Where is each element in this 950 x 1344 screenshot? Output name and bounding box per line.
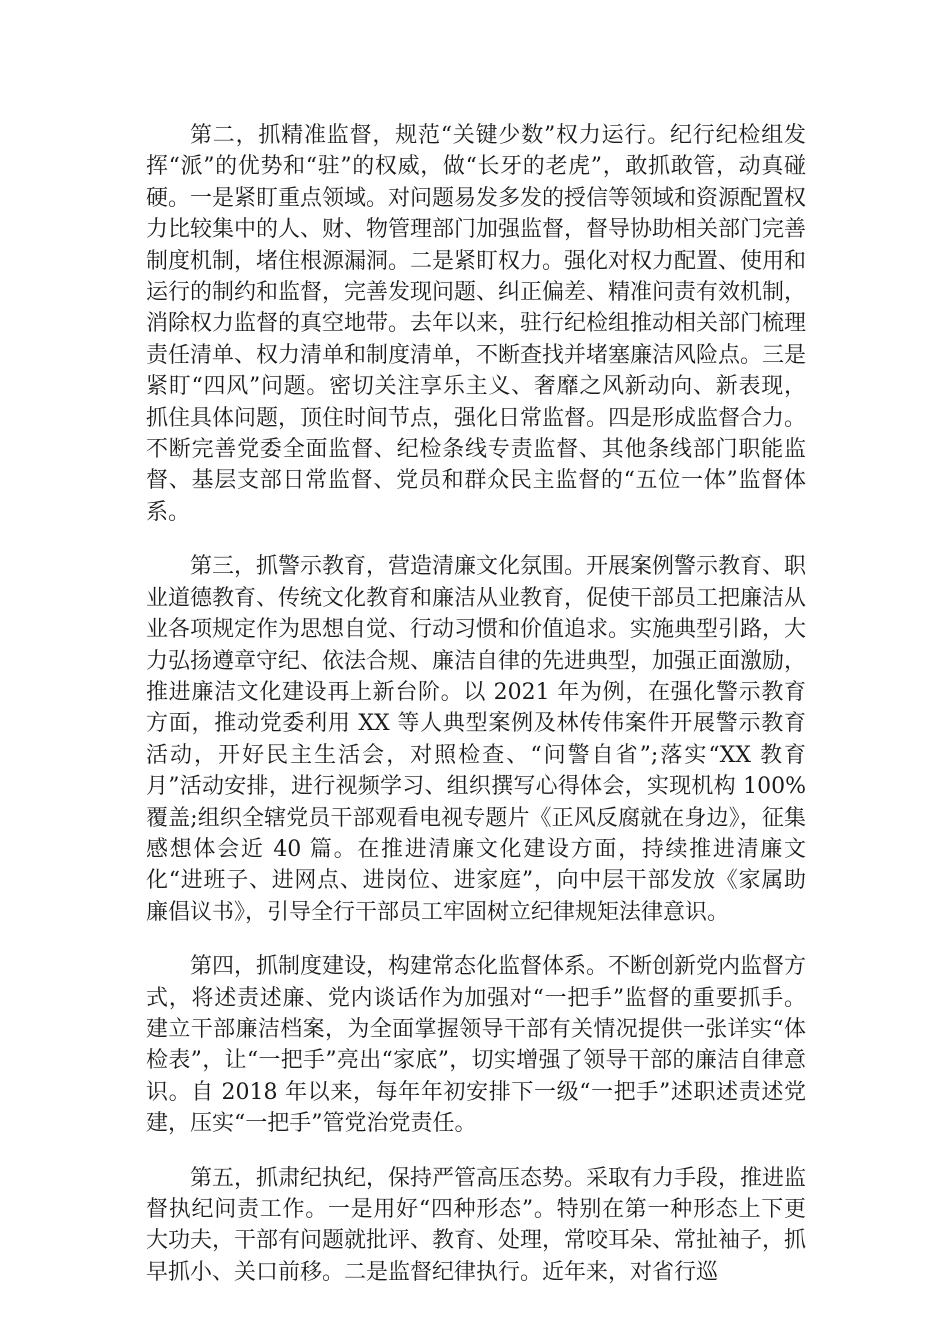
paragraph-system-building: 第四，抓制度建设，构建常态化监督体系。不断创新党内监督方式，将述责述廉、党内谈话作为加强对“一把手”监督的重要抓手。建立干部廉洁档案，为全面掌握领导干部有关情况提供一张详实“体检表”，让“一把手”亮出“家底”，切实增强了领导干部的廉洁自律意识。自 2018 年以来，每年年初安排下一级“一把手”述职述责述党建，压实“一把手”管党治党责任。 — [146, 954, 807, 1137]
paragraph-discipline-enforcement: 第五，抓肃纪执纪，保持严管高压态势。采取有力手段，推进监督执纪问责工作。一是用好“四种形态”。特别在第一种形态上下更大功夫，干部有问题就批评、教育、处理，常咬耳朵、常扯袖子，抓早抓小、关口前移。二是监督纪律执行。近年来，对省行巡 — [146, 1165, 807, 1285]
paragraph-precise-supervision: 第二，抓精准监督，规范“关键少数”权力运行。纪行纪检组发挥“派”的优势和“驻”的权威，做“长牙的老虎”，敢抓敢管，动真碰硬。一是紧盯重点领域。对问题易发多发的授信等领域和资源配置权力比较集中的人、财、物管理部门加强监督，督导协助相关部门完善制度机制，堵住根源漏洞。二是紧盯权力。强化对权力配置、使用和运行的制约和监督，完善发现问题、纠正偏差、精准问责有效机制，消除权力监督的真空地带。去年以来，驻行纪检组推动相关部门梳理责任清单、权力清单和制度清单，不断查找并堵塞廉洁风险点。三是紧盯“四风”问题。密切关注享乐主义、奢靡之风新动向、新表现，抓住具体问题，顶住时间节点，强化日常监督。四是形成监督合力。不断完善党委全面监督、纪检条线专责监督、其他条线部门职能监督、基层支部日常监督、党员和群众民主监督的“五位一体”监督体系。 — [146, 123, 807, 525]
document-body — [146, 120, 806, 1288]
paragraph-warning-education: 第三，抓警示教育，营造清廉文化氛围。开展案例警示教育、职业道德教育、传统文化教育和廉洁从业教育，促使干部员工把廉洁从业各项规定作为思想自觉、行动习惯和价值追求。实施典型引路，大力弘扬遵章守纪、依法合规、廉洁自律的先进典型，加强正面激励，推进廉洁文化建设再上新台阶。以 2021 年为例，在强化警示教育方面，推动党委利用 XX 等人典型案例及林传伟案件开展警示教育活动，开好民主生活会，对照检查、“问警自省”;落实“XX 教育月”活动安排，进行视频学习、组织撰写心得体会，实现机构 100%覆盖;组织全辖党员干部观看电视专题片《正风反腐就在身边》，征集感想体会近 40 篇。在推进清廉文化建设方面，持续推进清廉文化“进班子、进网点、进岗位、进家庭”，向中层干部发放《家属助廉倡议书》，引导全行干部员工牢固树立纪律规矩法律意识。 — [146, 554, 807, 925]
